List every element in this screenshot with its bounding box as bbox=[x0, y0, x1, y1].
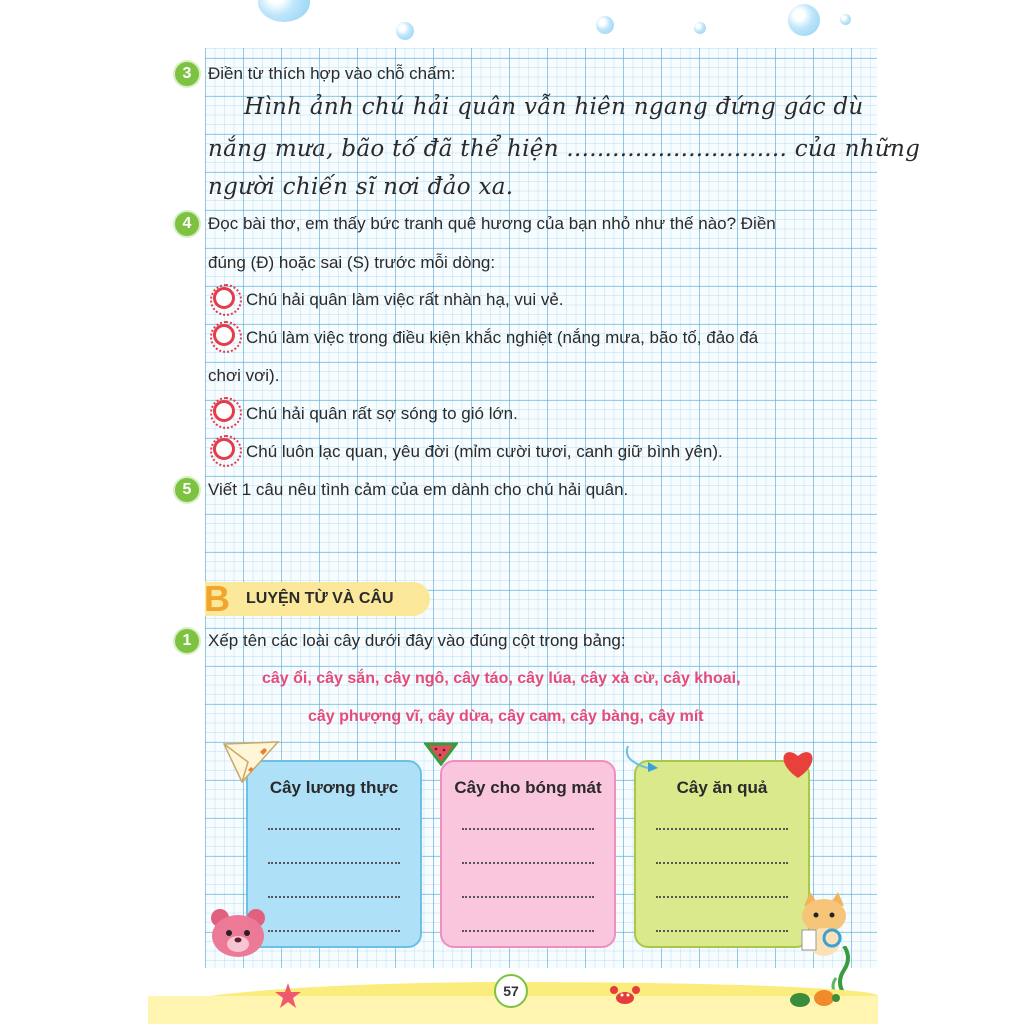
writing-area[interactable] bbox=[208, 506, 868, 570]
question-3-line-3: người chiến sĩ nơi đảo xa. bbox=[208, 174, 514, 200]
ribbon-arrow-icon bbox=[624, 744, 660, 774]
word-list-line-2: cây phượng vĩ, cây dừa, cây cam, cây bàng, cây mít bbox=[308, 708, 704, 725]
question-b1-prompt: Xếp tên các loài cây dưới đây vào đúng cột trong bảng: bbox=[208, 631, 626, 650]
answer-line[interactable] bbox=[268, 862, 400, 864]
answer-line[interactable] bbox=[462, 862, 594, 864]
option-text-continued: chơi vơi). bbox=[208, 366, 280, 385]
question-3-prompt: Điền từ thích hợp vào chỗ chấm: bbox=[208, 64, 456, 83]
answer-line[interactable] bbox=[268, 930, 400, 932]
bubble-decoration bbox=[694, 22, 706, 34]
section-b-title: LUYỆN TỪ VÀ CÂU bbox=[246, 590, 394, 607]
option-text: Chú luôn lạc quan, yêu đời (mỉm cười tươi, canh giữ bình yên). bbox=[246, 442, 723, 461]
answer-line[interactable] bbox=[656, 862, 788, 864]
answer-line[interactable] bbox=[462, 930, 594, 932]
bubble-decoration bbox=[788, 4, 820, 36]
bubble-decoration bbox=[840, 14, 851, 25]
starfish-icon bbox=[274, 982, 302, 1010]
option-text: Chú hải quân rất sợ sóng to gió lớn. bbox=[246, 404, 518, 423]
answer-line[interactable] bbox=[656, 930, 788, 932]
crab-icon bbox=[610, 984, 640, 1006]
watermelon-icon bbox=[424, 740, 458, 766]
question-5-prompt: Viết 1 câu nêu tình cảm của em dành cho chú hải quân. bbox=[208, 480, 629, 499]
option-text: Chú hải quân làm việc rất nhàn hạ, vui vẻ. bbox=[246, 290, 564, 309]
bubble-decoration bbox=[596, 16, 614, 34]
page-number: 57 bbox=[494, 974, 528, 1008]
question-4-prompt-line-1: Đọc bài thơ, em thấy bức tranh quê hương của bạn nhỏ như thế nào? Điền bbox=[208, 214, 776, 233]
bubble-decoration bbox=[396, 22, 414, 40]
answer-line[interactable] bbox=[656, 828, 788, 830]
option-text: Chú làm việc trong điều kiện khắc nghiệt (nắng mưa, bão tố, đảo đá bbox=[246, 328, 759, 347]
turtle-icon bbox=[786, 986, 842, 1008]
column-food-crops bbox=[246, 760, 422, 948]
answer-checkbox[interactable] bbox=[213, 324, 235, 346]
column-fruit-trees bbox=[634, 760, 810, 948]
question-4-prompt-line-2: đúng (Đ) hoặc sai (S) trước mỗi dòng: bbox=[208, 253, 496, 272]
bubble-decoration bbox=[258, 0, 310, 22]
question-number-b1: 1 bbox=[175, 629, 199, 653]
answer-line[interactable] bbox=[268, 896, 400, 898]
column-shade-trees bbox=[440, 760, 616, 948]
column-title: Cây lương thực bbox=[269, 778, 399, 797]
question-number-3: 3 bbox=[175, 62, 199, 86]
question-number-4: 4 bbox=[175, 212, 199, 236]
answer-checkbox[interactable] bbox=[213, 400, 235, 422]
section-b-letter: B bbox=[204, 578, 230, 619]
question-number-5: 5 bbox=[175, 478, 199, 502]
answer-checkbox[interactable] bbox=[213, 287, 235, 309]
answer-line[interactable] bbox=[268, 828, 400, 830]
column-title: Cây ăn quả bbox=[676, 778, 768, 797]
answer-line[interactable] bbox=[462, 828, 594, 830]
heart-icon bbox=[780, 748, 816, 780]
question-3-line-1: Hình ảnh chú hải quân vẫn hiên ngang đứng gác dù bbox=[244, 94, 864, 120]
paper-plane-icon bbox=[222, 740, 280, 784]
answer-line[interactable] bbox=[656, 896, 788, 898]
bear-mascot-icon bbox=[208, 906, 268, 958]
word-list-line-1: cây ổi, cây sắn, cây ngô, cây táo, cây lúa, cây xà cừ, cây khoai, bbox=[262, 670, 741, 687]
answer-line[interactable] bbox=[462, 896, 594, 898]
column-title: Cây cho bóng mát bbox=[454, 778, 602, 797]
answer-checkbox[interactable] bbox=[213, 438, 235, 460]
question-3-line-2: nắng mưa, bão tố đã thể hiện ............................. của những bbox=[208, 136, 921, 162]
